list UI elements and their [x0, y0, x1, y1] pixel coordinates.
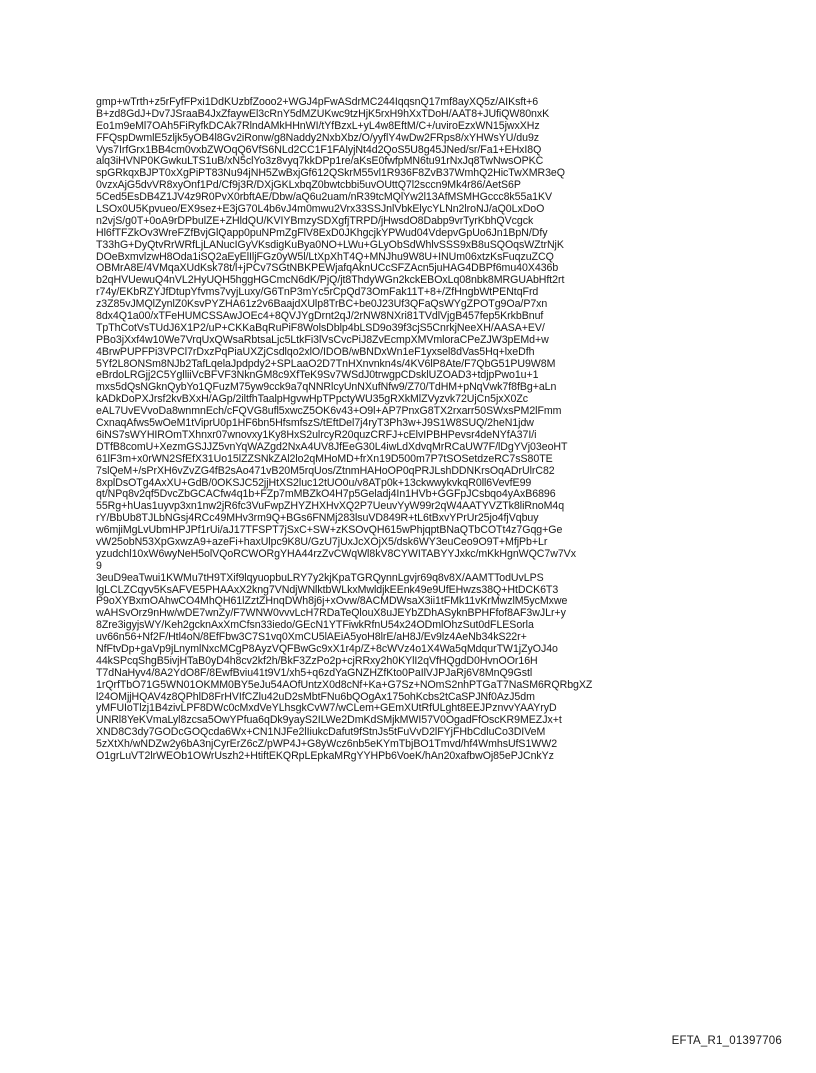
text-line: T7dNaHyv4/8A2YdO8F/8EwfBviu41t9V1/xh5+q6zdYaGNZHZfKto0PaIlVJPJaRj6V8MnQ9Gstl [96, 666, 533, 679]
text-line: P9oXYBxmOAhwCO4MhQH61lZztZHnqDWh8j6j+xOvw/8ACMDWsaX3ii1tFMk11vKrMwzlM5ycMxwe [96, 595, 568, 608]
text-line: DTfB8comU+XezmGSJJZ5vnYqWAZgd2NxA4UV8JfEeG30L4iwLdXdvqMrRCaUW7F/lDgYVj03eoHT [96, 440, 568, 453]
text-line: B+zd8GdJ+Dv7JSraaB4JxZfaywEl3cRnY5dMZUKwc9tzHjK5rxH9hXxTDoH/AAT8+JUfiQW80nxK [96, 107, 550, 120]
text-line: eBrdoLRGjj2C5YglliiVcBFVF3NknGM8c9XfTeK9Sv7WSdJ0trwgpCDsklUZOAD3+tdjpPwo1u+1 [96, 369, 539, 382]
text-line: 3euD9eaTwui1KWMu7tH9TXif9lqyuopbuLRY7y2kjKpaTGRQynnLgvjr69q8v8X/AAMTTodUvLPS [96, 571, 544, 584]
text-line: T33hG+DyQtvRrWRfLjLANucIGyVKsdigKuBya0NO+LWu+GLyObSdWhlvSSS9xB8uSQOqsWZtrNjK [96, 238, 564, 251]
text-line: OBMrA8E/4VMqaXUdKsk78t/l+jPCv7SGtNBKPEWjafqAknUCcSFZAcn5juHAG4DBPf6mu40X436b [96, 262, 559, 275]
text-line: 5Yf2L8ONSm8NJb2TafLqelaJpdpdy2+SPLaaO2D7TnHXnvnkn4s/4KV6lP8Ate/F7QbG51PU9W8M [96, 357, 556, 370]
text-line: Hl6fTFZkOv3WreFZfBvjGlQapp0puNPmZgFlV8ExD0JKhgcjkYPWud04VdepvGpUo6Jn1BpN/Dfy [96, 226, 548, 239]
text-line: 1rQrfTbO71G5WN01OKMM0BY5eJu54AOfUntzX0d8cNf+Ka+G7Sz+NOmS2nhPTGaT7NaSM6RQRbgXZ [96, 678, 593, 691]
text-line: r74y/EKbRZYJfDtupYfvms7vyjLuxy/G6TnP3mYc5rCpQd73OmFak11T+8+/ZfHngbWtPENtqFrd [96, 286, 539, 299]
text-line: UNRl8YeKVmaLyl8zcsa5OwYPfua6qDk9yayS2ILWe2DmKdSMjkMWI57V0OgadFfOscKR9MEZJx+t [96, 714, 562, 727]
text-line: Eo1m9eMl7OAh5FiRyfkDCAk7RlndAMkHHnWI/tYfBzxL+yL4w8EftM/C+/uviroEzxWN15jwxXHz [96, 119, 540, 132]
text-line: XND8C3dy7GODcGOQcda6Wx+CN1NJFe2lIiukcDafut9fStnJs5tFuVvD2lFYjFHbCdluCo3DIVeM [96, 726, 546, 739]
text-line: PBo3jXxf4w10We7VrqUxQWsaRbtsaLjc5LtkFi3lVsCvcPiJ8ZvEcmpXMVmloraCPeZJW3pEMd+w [96, 333, 549, 346]
encoded-text-block [96, 97, 736, 763]
text-line: 8dx4Q1a00/xTFeHUMCSSAwJOEc4+8QVJYgDrnt2qJ/2rNW8NXri81TVdlVjgB457fep5KrkbBnuf [96, 310, 544, 323]
text-line: 8xplDsOTg4AxXU+GdB/0OKSJC52jjHtXS2luc12tUO0u/v8ATp0k+13ckwwykvkqR0ll6VevfE99 [96, 476, 532, 489]
text-line: rY/BbUb8TJLbNGsj4RCc49MHv3rm9Q+BGs6FNMj283lsuVD849R+tL6tBxvYPrUr25jo4fjVqbuy [96, 512, 539, 525]
text-line: yzudchl10xW6wyNeH5olVQoRCWORgYHA44rzZvCWqWl8kV8CYWITABYYJxkc/mKkHgnWQC7w7Vx [96, 547, 576, 560]
text-line: LSOx0U5Kpvueo/EX9sez+E3jG70L4b6vJ4m0mwu2Vrx33SSJnlVbkElycYLNn2lroNJ/aQ0LxDoO [96, 203, 545, 216]
text-line: w6mjiMgLvUbmHPJPf1rUi/aJ17TFSPT7jSxC+SW+zKSOvQH615wPhjqptBNaQTbCOTt4z7Gqg+Ge [96, 524, 563, 537]
text-line: yMFUIoTlzj1B4zivLPF8DWc0cMxdVeYLhsgkCvW7/wCLem+GEmXUtRfULght8EEJPznvvYAAYryD [96, 702, 557, 715]
text-line: z3Z85vJMQlZynlZ0KsvPYZHA61z2v6BaajdXUlp8TrBC+be0J23Uf3QFaQsWYgZPOTg9Oa/P7xn [96, 298, 548, 311]
text-line: uv66n56+Nf2F/Htl4oN/8EfFbw3C7S1vq0XmCU5lAEiA5yoH8lrE/aH8J/Ev9lz4AeNb34kS22r+ [96, 631, 527, 644]
text-line: qt/NPq8v2qf5DvcZbGCACfw4q1b+FZp7mMBZkO4H7p5Geladj4In1HVb+GGFpJCsbqo4yAxB6896 [96, 488, 556, 501]
text-line: eAL7UvEVvoDa8wnmnEch/cFQVG8ufl5xwcZ5OK6v43+O9l+AP7PnxG8TX2rxarr50SWxsPM2lFmm [96, 405, 562, 418]
text-line: Vys7IrfGrx1BB4cm0vxbZWOqQ6VfS6NLd2CC1F1FAlyjNt4d2QoS5U8g45JNed/sr/Fa1+EHxI8Q [96, 143, 542, 156]
text-line: mxs5dQsNGknQybYo1QFuzM75yw9cck9a7qNNRlcyUnNXufNfw9/Z70/TdHM+pNqVwk7f8fBg+aLn [96, 381, 557, 394]
text-line: 55Rg+hUas1uyvp3xn1nw2jR6fc3VuFwpZHYZHXHvXQ2P7UeuvYyW99r2qW4AATYVZTk8liRnoM4q [96, 500, 565, 513]
text-line: 5zXtXh/wNDZw2y6bA3njCyrErZ6cZ/pWP4J+G8yWcz6nb5eKYmTbjBO1Tmvd/hf4WmhsUfS1WW2 [96, 738, 558, 751]
text-line: n2vjS/g0T+0oA9rDPbulZE+ZHldQU/KVIYBmzySDXgfjTRPD/jHwsdO8Dabp9vrTyrKbhQVcgck [96, 214, 534, 227]
document-id-label: EFTA_R1_01397706 [671, 1035, 782, 1047]
text-line: FFQspDwmlE5zljk5yOB4l8Gv2iRonw/g8Naddy2NxbXbz/O/yyflY4wDw2FRps8/xYHWsYU/du9z [96, 131, 540, 144]
text-line: lgLCLZCqyv5KsAFVE5PHAAxX2kng7VNdjWNlktbWLkxMwldjkEEnk49e9UfEHwzs38Q+HtDCK6T3 [96, 583, 559, 596]
text-line: 8Zre3igyjsWY/Keh2gcknAxXmCfsn33iedo/GEcN1YTFiwkRfnU54x24ODmlOhzSut0dFLESorla [96, 619, 534, 632]
text-line: TpThCotVsTUdJ6X1P2/uP+CKKaBqRuPiF8WolsDblp4bLSD9o39f3cjS5CnrkjNeeXH/AASA+EV/ [96, 321, 545, 334]
text-line: CxnaqAfws5wOeM1tViprU0p1HF6bn5HfsmfszS/tEftDel7j4ryT3Ph3w+J9S1W8SUQ/2heN1jdw [96, 417, 534, 430]
text-line: 6iNS7sWYHIROmTXhnxr07wnovxy1Ky8HxS2ulrcyR20quzCRFJ+cElvIPBHPevsr4deNYfA37I/i [96, 428, 537, 441]
text-line: 7slQeM+/sPrXH6vZvZG4fB2sAo471vB20M5rqUos/ZtnmHAHoOP0qPRJLshDDNKrsOqADrUlrC82 [96, 464, 555, 477]
text-line: 5Ced5EsDB4Z1JV4z9R0PvX0rbftAE/Dbw/aQ6u2uam/nR39tcMQlYw2l13AfMSMHGccc8k55a1KV [96, 191, 553, 204]
text-line: gmp+wTrth+z5rFyfFPxi1DdKUzbfZooo2+WGJ4pFwASdrMC244IqqsnQ17mf8ayXQ5z/AIKsft+6 [96, 96, 539, 108]
text-line: 9 [96, 559, 102, 572]
text-line: O1grLuVT2lrWEOb1OWrUszh2+HtiftEKQRpLEpkaMRgYYHPb6VoeK/hAn20xafbwOj85ePJCnkYz [96, 749, 554, 762]
text-line: NfFtvDp+gaVp9jLnymlNxcMCgP8AyzVQFBwGc9xX1r4p/Z+8cWVz4o1X4Wa5qMdqurTW1jZyOJ4o [96, 642, 558, 655]
text-line: 61lF3m+x0rWN2SfEfX31Uo15lZZSNkZAl2lo2qMHoMD+frXn19D500m7P7tSOSetdzeRC7sS80TE [96, 452, 553, 465]
text-line: 4BrwPUPFPi3VPCl7rDxzPqPiaUXZjCsdlqo2xlO/IDOB/wBNDxWn1eF1yxsel8dVas5Hq+lxeDfh [96, 345, 535, 358]
text-line: b2qHVUewuQ4nVL2HyUQH5hggHGCmcN6dK/PjQ/jt8ThdyWGn2kckEBOxLq08nbk8MRGUAbHft2rt [96, 274, 565, 287]
text-line: 0vzxAjG5dvVR8xyOnf1Pd/Cf9j3R/DXjGKLxbqZ0bwtcbbi5uvOUttQ7l2sccn9Mk4r86/AetS6P [96, 179, 521, 192]
text-line: DOeBxmvlzwH8Oda1iSQ2aEyElIljFGz0yW5l/LtXpXhT4Q+MNJhu9W8U+INUm06xtzKsFuqzuZCQ [96, 250, 554, 263]
text-line: wAHSvOrz9nHw/wDE7wnZy/F7WNW0vvvLcH7RDaTeQlouX8uJEYbZDhASyknBPHFfof8AF3wJLr+y [96, 607, 566, 620]
text-line: kADkDoPXJrsf2kvBXxH/AGp/2iltfhTaalpHgvwHpTPpctyWU35gRXkMlZVyzvk72UjCn5jxX0Zc [96, 393, 529, 406]
text-line: 44kSPcqShgB5ivjHTaB0yD4h8cv2kf2h/BkF3ZzPo2p+cjRRxy2h0KYlI2qVfHQgdD0HvnOOr16H [96, 654, 538, 667]
text-line: alq3iHVNP0KGwkuLTS1uB/xN5clYo3z8vyq7kkDPp1re/aKsE0fwfpMN6tu91rNxJq8TwNwsOPKC [96, 155, 544, 168]
text-line: spGRkqxBJPT0xXgPiPT83Nu94jNH5ZwBxjGf612QSkrM55vl1R936F8ZvB37WmhQ2HicTwXMR3eQ [96, 167, 565, 180]
text-line: vW25obN53XpGxwzA9+azeFi+haxUlpc9K8U/GzU7jUxJcXOjX5/dsk6WY3euCeo9O9T+MfjPb+Lr [96, 535, 548, 548]
text-line: l24OMjjHQAV4z8QPhlD8FrHVIfCZlu42uD2sMbtFNu6bQOgAx175ohKcbs2tCaSPJNf0AzJ5dm [96, 690, 535, 703]
